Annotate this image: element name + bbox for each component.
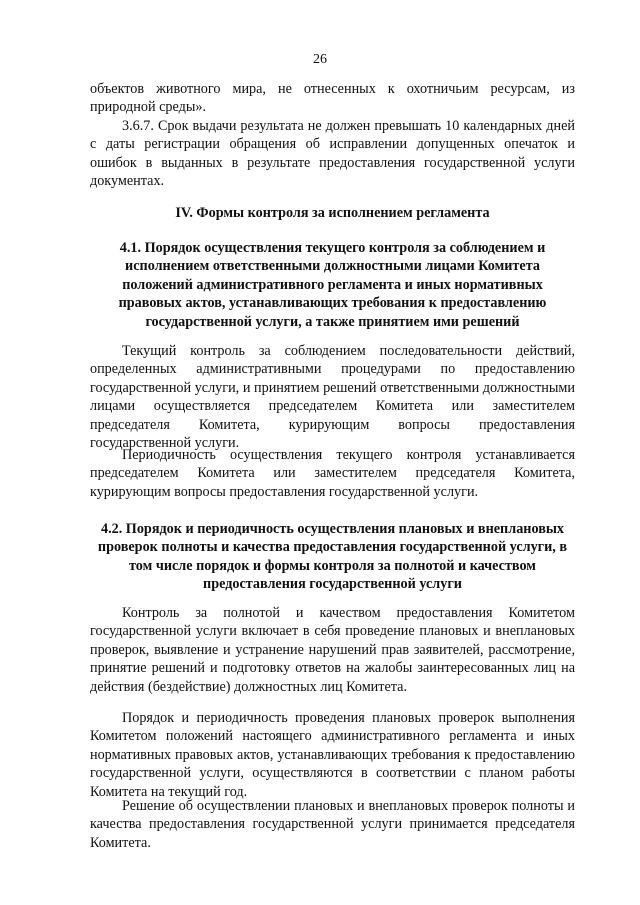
paragraph-3-6-7: 3.6.7. Срок выдачи результата не должен превышать 10 календарных дней с даты регистрации обращения об исправлении допущенных опечаток и ошибок в выданных в результате предоставления государственной услуги документах. [90,118,575,190]
paragraph-continuation: объектов животного мира, не отнесенных к охотничьим ресурсам, из природной среды». [90,81,575,116]
paragraph-current-control: Текущий контроль за соблюдением последовательности действий, определенных административными процедурами по предоставлению государственной услуги, и принятием решений ответственными должностными лицами осуществляется председателем Комитета или заместителем председателя Комитета, курирующим вопросы предоставления государственной услуги. [90,343,575,452]
subsection-heading-4-2: 4.2. Порядок и периодичность осуществления плановых и внеплановых проверок полноты и качества предоставления государственной услуги, в том числе порядок и формы контроля за полнотой и качеством предоставления государственной услуги [97,521,568,593]
paragraph-quality-control: Контроль за полнотой и качеством предоставления Комитетом государственной услуги включает в себя проведение плановых и внеплановых проверок, выявление и устранение нарушений прав заявителей, рассмотрение, принятие решений и подготовку ответов на жалобы заинтересованных лиц на действия (бездействие) должностных лиц Комитета. [90,605,575,695]
paragraph-check-decision: Решение об осуществлении плановых и внеплановых проверок полноты и качества предоставления государственной услуги принимается председателя Комитета. [90,798,575,851]
paragraph-control-periodicity: Периодичность осуществления текущего контроля устанавливается председателем Комитета или заместителем председателя Комитета, курирующим вопросы предоставления государственной услуги. [90,447,575,500]
section-heading-iv: IV. Формы контроля за исполнением регламента [175,205,490,221]
paragraph-planned-checks: Порядок и периодичность проведения плановых проверок выполнения Комитетом положений настоящего административного регламента и иных нормативных правовых актов, устанавливающих требования к предоставлению государственной услуги, осуществляются в соответствии с планом работы Комитета на текущий год. [90,710,575,800]
page-number: 26 [313,52,327,67]
subsection-heading-4-1: 4.1. Порядок осуществления текущего контроля за соблюдением и исполнением ответственными должностными лицами Комитета положений административного регламента и иных нормативных правовых актов, устанавливающих требования к предоставлению государственной услуги, а также принятием ими решений [118,240,547,330]
